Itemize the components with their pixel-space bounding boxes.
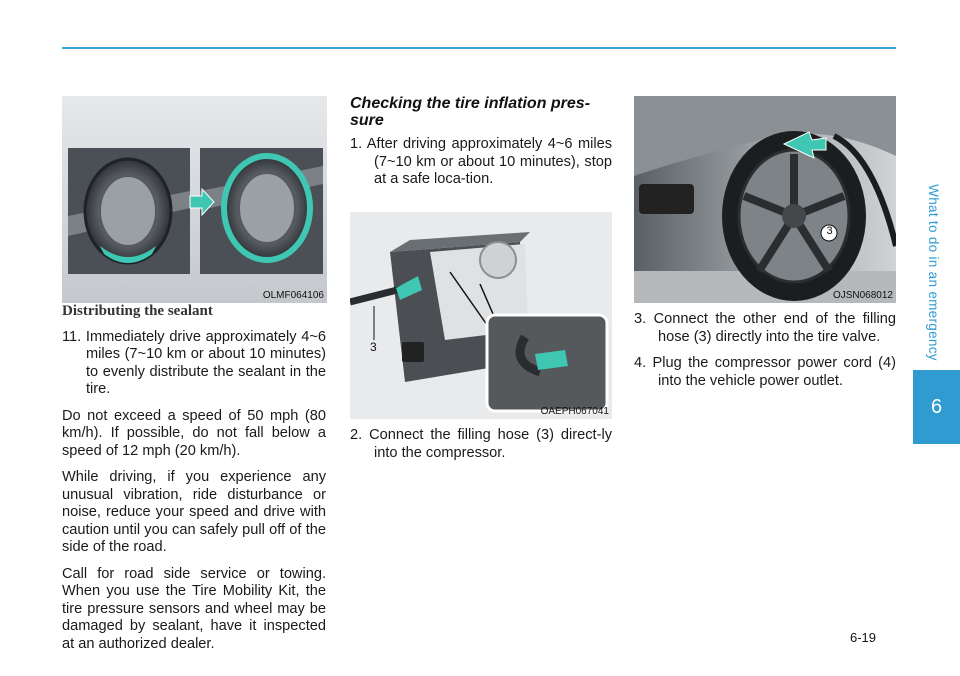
step-4: 4. Plug the compressor power cord (4) into the vehicle power outlet. bbox=[634, 355, 896, 389]
middle-column-bottom bbox=[350, 427, 612, 471]
paragraph-vibration: While driving, if you experience any unusual vibration, ride disturbance or noise, reduce your speed and drive with caution until you can safely pull off of the side of the road. bbox=[62, 469, 326, 555]
section-label-text: What to do in an emergency bbox=[925, 184, 941, 361]
figure-sealant-distribution bbox=[62, 96, 327, 303]
paragraph-speed-limit: Do not exceed a speed of 50 mph (80 km/h). If possible, do not fall below a speed of 12 mph (20 km/h). bbox=[62, 407, 326, 459]
wheel-illustration bbox=[634, 96, 896, 303]
heading-checking-pressure: Checking the tire inflation pres-sure bbox=[350, 95, 591, 129]
heading-distributing-sealant: Distributing the sealant bbox=[62, 303, 213, 319]
compressor-illustration bbox=[350, 212, 612, 419]
figure-compressor bbox=[350, 212, 612, 419]
left-column bbox=[62, 303, 326, 662]
page-number: 6-19 bbox=[850, 630, 877, 645]
step-1: 1. After driving approximately 4~6 miles (7~10 km or about 10 minutes), stop at a safe loca-tion. bbox=[350, 136, 612, 187]
paragraph-road-service: Call for road side service or towing. When you use the Tire Mobility Kit, the tire pressure sensors and wheel may be damaged by sealant, have it inspected at an authorized dealer. bbox=[62, 565, 326, 652]
middle-column-top bbox=[350, 95, 612, 198]
section-side-label bbox=[913, 180, 953, 365]
sealant-illustration bbox=[62, 96, 327, 303]
figure-code: OAEPH067041 bbox=[540, 406, 609, 417]
chapter-tab[interactable]: 6 bbox=[913, 370, 960, 444]
callout-3: 3 bbox=[826, 225, 833, 237]
callout-3: 3 bbox=[370, 340, 377, 354]
tire-before bbox=[85, 159, 171, 263]
tire-after bbox=[224, 156, 310, 260]
figure-code: OLMF064106 bbox=[262, 290, 324, 301]
figure-code: OJSN068012 bbox=[832, 290, 893, 301]
step-11: 11. Immediately drive approximately 4~6 miles (7~10 km or about 10 minutes) to evenly distribute the sealant in the tire. bbox=[62, 328, 326, 397]
figure-tire-valve bbox=[634, 96, 896, 303]
step-2: 2. Connect the filling hose (3) direct-ly into the compressor. bbox=[350, 427, 612, 461]
right-column bbox=[634, 311, 896, 399]
step-3: 3. Connect the other end of the filling hose (3) directly into the tire valve. bbox=[634, 311, 896, 345]
top-rule bbox=[62, 47, 896, 49]
